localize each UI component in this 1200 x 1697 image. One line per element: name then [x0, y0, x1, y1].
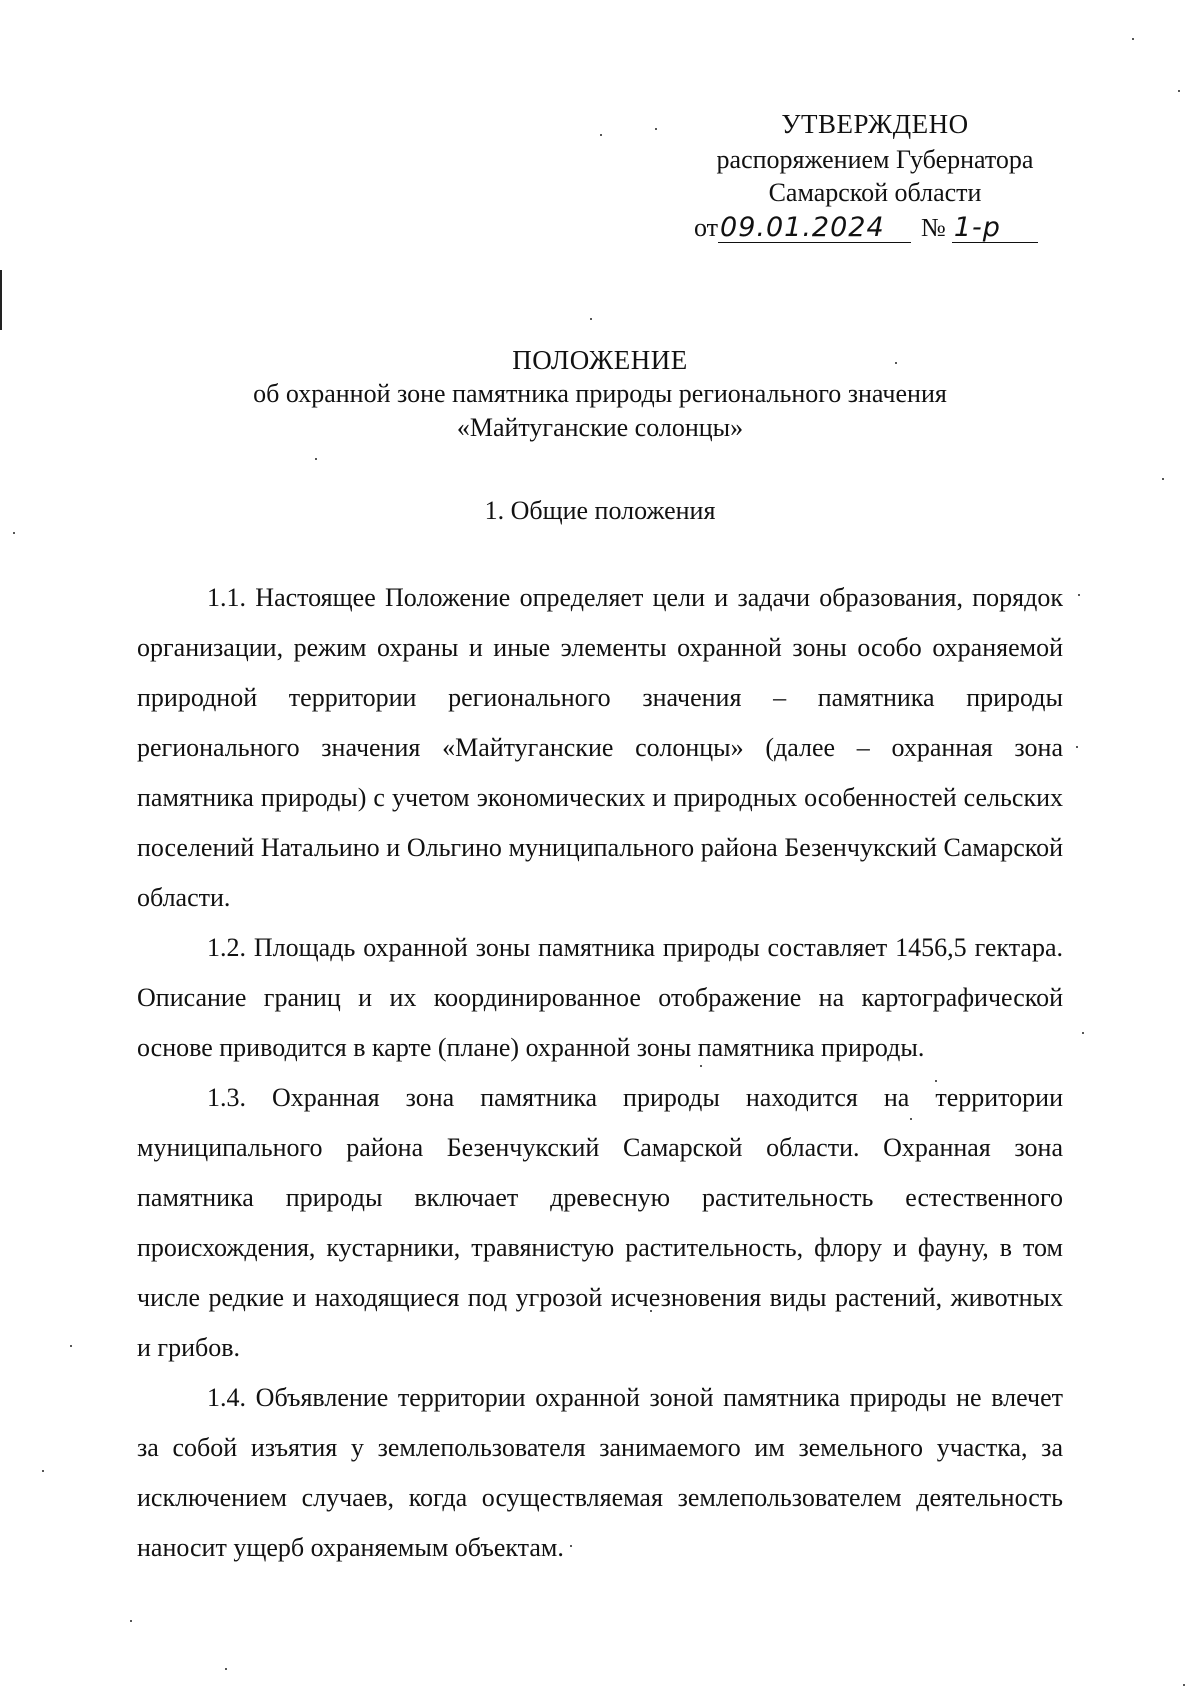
document-title: ПОЛОЖЕНИЕ	[512, 345, 688, 375]
scan-speck	[590, 318, 592, 320]
paragraph-1-4: 1.4. Объявление территории охранной зоной памятника природы не влечет за собой изъятия у землепользователя занимаемого им земельного участка, за исключением случаев, когда осуществляемая землепользователем деятельность наносит ущерб охраняемым объектам.	[137, 1383, 1063, 1562]
scan-speck	[1076, 746, 1078, 748]
approval-date-line	[690, 211, 1060, 244]
number-sign: №	[921, 213, 946, 242]
scan-speck	[1082, 1032, 1084, 1034]
section-heading: 1. Общие положения	[484, 496, 716, 525]
scan-speck	[1162, 478, 1164, 480]
scan-speck	[225, 1668, 227, 1670]
approval-authority: распоряжением Губернатора	[716, 145, 1034, 174]
scan-speck	[13, 532, 15, 534]
date-prefix: от	[694, 213, 719, 242]
scan-speck	[315, 458, 317, 460]
scan-speck	[600, 134, 602, 136]
handwritten-number: 1-р	[952, 214, 1038, 243]
paragraph-1-2: 1.2. Площадь охранной зоны памятника природы составляет 1456,5 гектара. Описание границ и их координированное отображение на картографической основе приводится в карте (плане) охранной зоны памятника природы.	[137, 933, 1063, 1062]
scan-speck	[655, 128, 657, 130]
scan-speck	[1078, 594, 1080, 596]
paragraph-1-1: 1.1. Настоящее Положение определяет цели и задачи образования, порядок организации, режим охраны и иные элементы охранной зоны особо охраняемой природной территории регионального значения – памятника природы регионального значения «Майтуганские солонцы» (далее – охранная зона памятника природы) с учетом экономических и природных особенностей сельских поселений Натальино и Ольгино муниципального района Безенчукский Самарской области.	[137, 583, 1063, 912]
scan-speck	[1183, 1684, 1185, 1686]
approval-region: Самарской области	[768, 178, 982, 207]
handwritten-date: 09.01.2024	[718, 214, 911, 243]
scan-speck	[42, 1470, 44, 1472]
document-body	[137, 573, 1063, 1573]
scan-speck	[70, 1345, 72, 1347]
document-subtitle-line2: «Майтуганские солонцы»	[456, 413, 744, 442]
scan-speck	[130, 1620, 132, 1622]
scan-edge-mark	[0, 270, 2, 330]
document-title-block	[130, 343, 1070, 445]
scan-speck	[1178, 90, 1180, 92]
approval-block	[690, 108, 1060, 244]
scan-speck	[1132, 38, 1134, 40]
paragraph-1-3: 1.3. Охранная зона памятника природы находится на территории муниципального района Безенчукский Самарской области. Охранная зона памятника природы включает древесную растительность естественного происхождения, кустарники, травянистую растительность, флору и фауну, в том числе редкие и находящиеся под угрозой исчезновения виды растений, животных и грибов.	[137, 1083, 1063, 1362]
document-subtitle-line1: об охранной зоне памятника природы регионального значения	[253, 379, 947, 408]
approved-label: УТВЕРЖДЕНО	[781, 109, 969, 139]
